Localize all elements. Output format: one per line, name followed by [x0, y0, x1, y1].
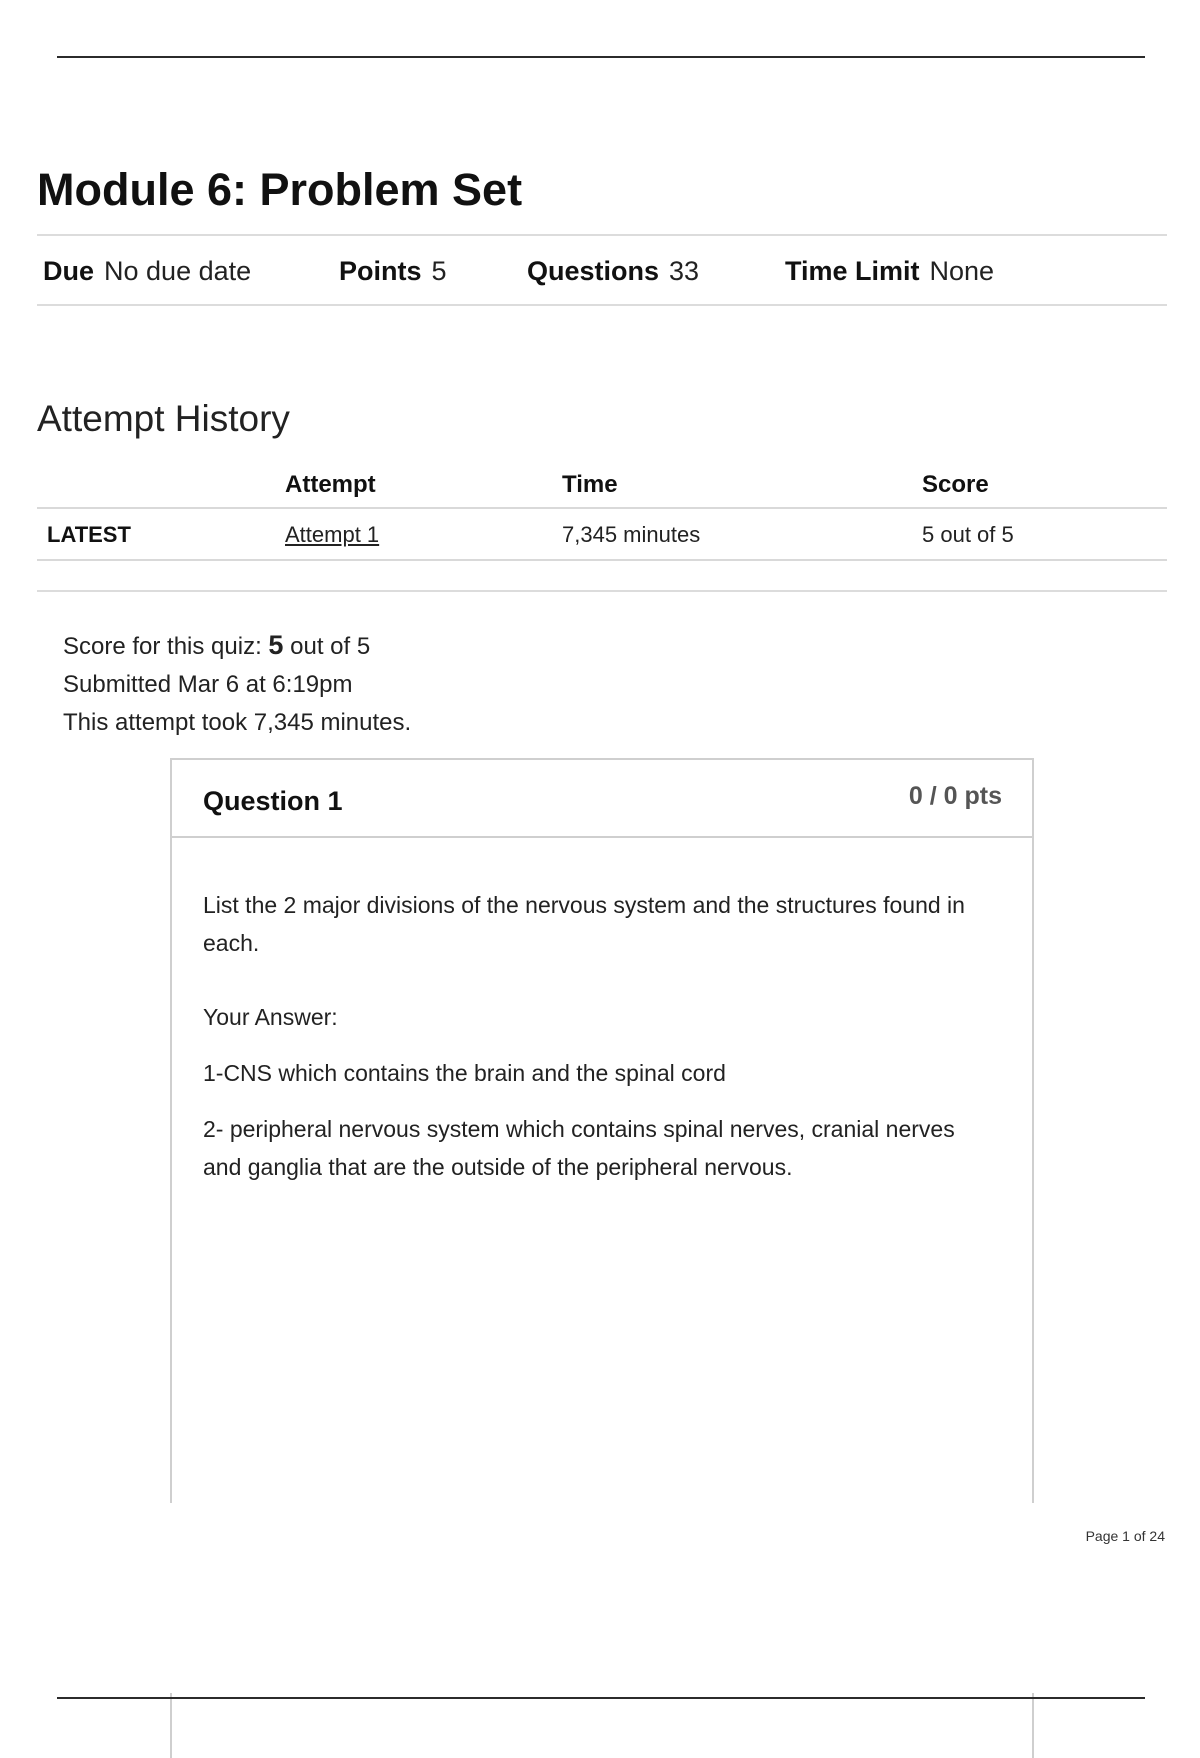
- header-time: Time: [562, 471, 618, 498]
- attempt-score: 5 out of 5: [922, 522, 1014, 547]
- quiz-summary: [63, 626, 411, 742]
- question-points: 0 / 0 pts: [908, 782, 1002, 810]
- question-header: [172, 760, 1032, 838]
- answer-label: Your Answer:: [203, 1004, 338, 1030]
- attempt-link[interactable]: Attempt 1: [285, 522, 380, 547]
- meta-time-limit-label: Time Limit: [785, 256, 920, 286]
- attempt-history-title: Attempt History: [37, 398, 290, 439]
- meta-questions-value: 33: [669, 256, 700, 286]
- duration-text: This attempt took 7,345 minutes.: [63, 709, 412, 736]
- question-body: [203, 886, 983, 1186]
- score-value: 5: [268, 630, 284, 660]
- question-title: Question 1: [203, 786, 343, 816]
- table-row: [37, 509, 1167, 561]
- score-prefix: Score for this quiz:: [63, 633, 262, 660]
- question-prompt: List the 2 major divisions of the nervous system and the structures found in each.: [203, 892, 965, 956]
- meta-time-limit-value: None: [929, 256, 995, 286]
- attempt-status-badge: LATEST: [47, 522, 131, 547]
- section-divider: [37, 590, 1167, 592]
- header-attempt: Attempt: [285, 471, 376, 498]
- meta-due: [43, 256, 251, 287]
- attempt-table-header: [37, 465, 1167, 509]
- answer-line-1: 1-CNS which contains the brain and the spinal cord: [203, 1060, 726, 1086]
- bottom-rule: [57, 1697, 1145, 1699]
- submitted-text: Submitted Mar 6 at 6:19pm: [63, 671, 353, 698]
- answer-line-2: 2- peripheral nervous system which contains spinal nerves, cranial nerves and ganglia that are the outside of the peripheral nervous.: [203, 1116, 955, 1180]
- meta-questions-label: Questions: [527, 256, 660, 286]
- meta-due-label: Due: [43, 256, 95, 286]
- meta-points-value: 5: [431, 256, 447, 286]
- meta-points: [339, 256, 447, 287]
- quiz-meta-bar: [37, 234, 1167, 306]
- meta-due-value: No due date: [104, 256, 252, 286]
- page-footer-area: [0, 1503, 1200, 1693]
- attempt-time: 7,345 minutes: [562, 522, 701, 547]
- meta-time-limit: [785, 256, 994, 287]
- top-rule: [57, 56, 1145, 58]
- score-suffix: out of 5: [290, 633, 371, 660]
- header-score: Score: [922, 471, 989, 498]
- meta-questions: [527, 256, 699, 287]
- page-indicator: Page 1 of 24: [1085, 1528, 1165, 1544]
- page-title: Module 6: Problem Set: [37, 164, 523, 215]
- score-line: [63, 626, 411, 666]
- meta-points-label: Points: [339, 256, 422, 286]
